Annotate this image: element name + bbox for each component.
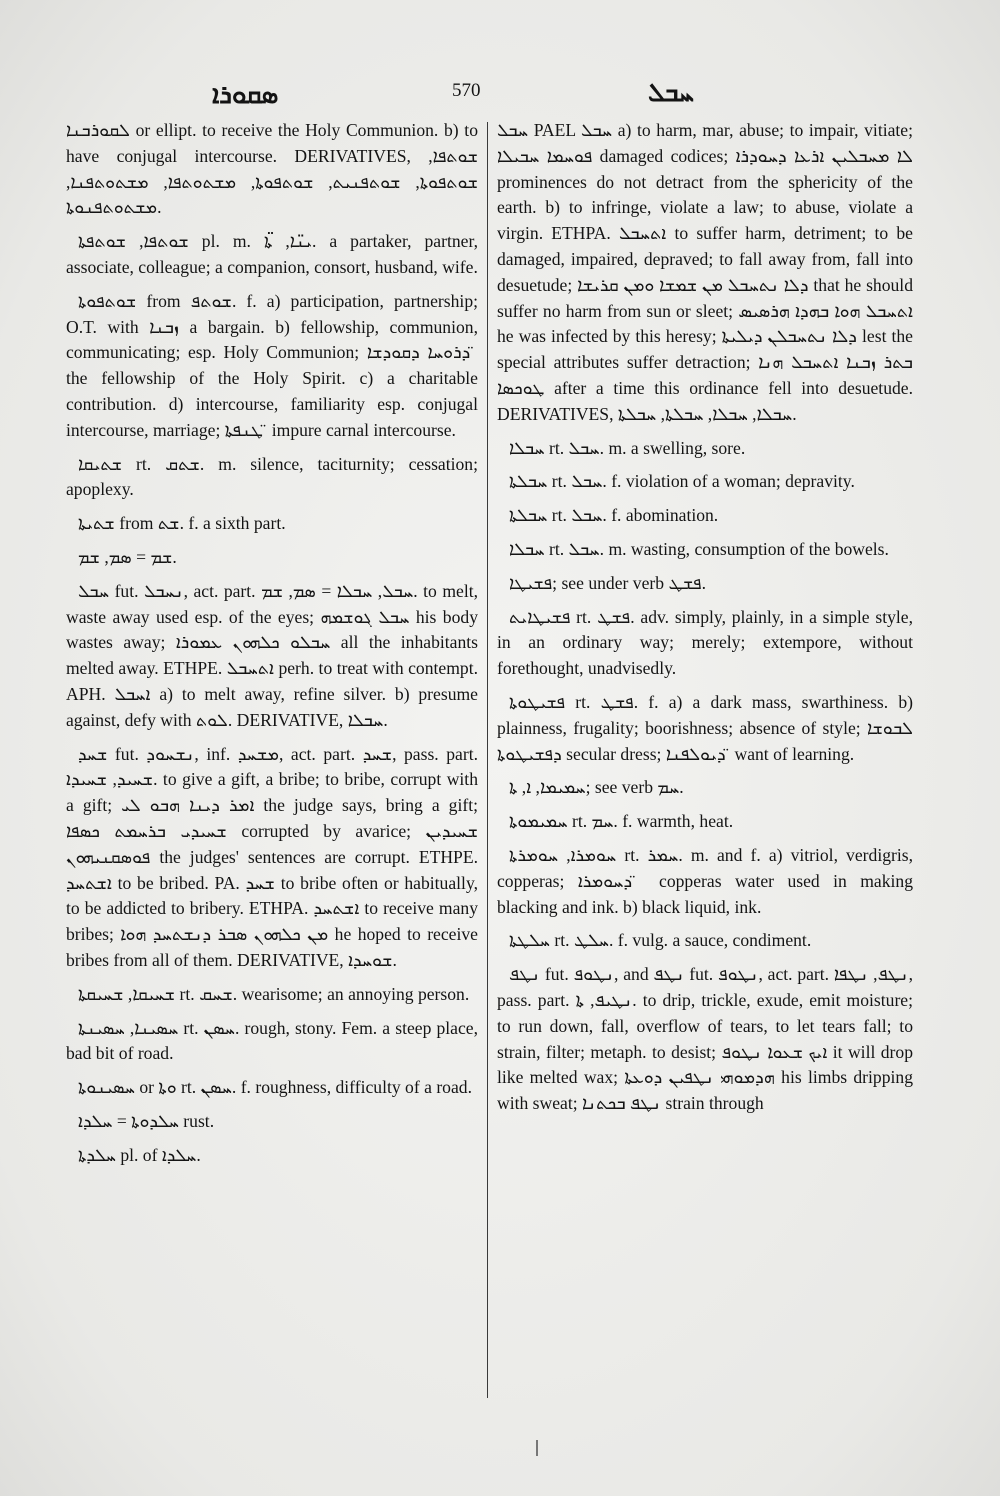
dictionary-entry: ܫܬܝܬܐ from ܫܬ. f. a sixth part. <box>78 513 286 534</box>
dictionary-entry: ܠܩܘܪܒܢܐ or ellipt. to receive the Holy Communion. b) to have conjugal intercourse. DERIVATIVES, ܫܘܬܦܐ, ܫܘܬܦܘܬܐ, ܫܘܬܦܢܝܬ, ܫܘܬܦܘܬܐ, ܡܫܬܘܬܦܐ, ܡܫܬܘܬܦܢܐ, ܡܫܬܘܬܦܢܘܬܐ. <box>66 120 478 218</box>
dictionary-entry: ܚܒܠ fut. ܢܚܒܠ, act. part. ܚܒܠ, ܚܒܠܐ = ܣܡ, ܫܡ. to melt, waste away used esp. of the eyes; ܚܒܠ ܓܘܫܡܗ his body wastes away; ܚܒܠܘ ܟܠܗܘܢ ܥܡܘܪܐ all the inhabitants melted away. ETHPE. ܐܬܚܒܠ perh. to treat with contempt. APH. ܐܚܒܠ a) to melt away, refine silver. b) presume against, defy with ܠܘܬ. DERIVATIVE, ܚܒܠܐ. <box>66 580 478 730</box>
dictionary-entry: ܚܣܝܢܘܬܐ or ܘܬܐ rt. ܚܣܢ. f. roughness, difficulty of a road. <box>78 1077 472 1098</box>
page-header <box>0 78 1000 118</box>
right-column <box>497 118 913 1125</box>
dictionary-entry: ܦܫܝܛܘܬܐ rt. ܦܫܛ. f. a) a dark mass, swarthiness. b) plainness, frugality; boorishness; absence of style; ܠܒܘܫܐ ܕܦܫܝܛܘܬܐ secular dress; ܕܝܘܠܦܢܐ ̈ want of learning. <box>497 691 913 764</box>
page-number: 570 <box>452 80 481 101</box>
page-mark <box>536 1440 538 1456</box>
dictionary-entry: ܚܒܠܐ rt. ܚܒܠ. m. a swelling, sore. <box>509 437 746 458</box>
dictionary-entry: ܚܡܝܡܘܬܐ rt. ܚܡ. f. warmth, heat. <box>509 811 734 832</box>
running-head-right: ܚܒܠ <box>648 78 694 108</box>
dictionary-entry: ܚܒܠ PAEL ܚܒܠ a) to harm, mar, abuse; to impair, vitiate; ܦܘܚܡܐ ܚܒܝܠܐ damaged codices; ܠܐ ܡܚܒܠܝܢ ܐܪܥܐ ܕܚܘܕܪܐ prominences do not detract from the sphericity of the earth. b) to infringe, violate a law; to abuse, violate a virgin. ETHPA. ܐܬܚܒܠ to suffer harm, detriment; to be damaged, impaired, depraved; to fall away from, fall into desuetude; ܕܠܐ ܢܬܚܒܠ ܡܢ ܫܡܫܐ ܘܡܢ ܩܪܝܫܐ that he should suffer no harm from sun or sleet; ܐܬܚܒܠ ܗܘܐ ܒܗܕܐ ܗܪܣܝܣ he was infected by this heresy; ܕܠܐ ܢܬܚܒܠܢ ܕܝܠܝܬܐ lest the special attributes suffer detraction; ܒܬܪ ܙܒܢܐ ܐܬܚܒܠ ܗܢܐ ܛܘܟܣܐ after a time this ordinance fell into desuetude. DERIVATIVES, ܚܒܠܐ, ܚܒܠܐ, ܚܒܠܬܐ, ܚܒܠܬܐ. <box>497 120 914 424</box>
dictionary-entry: ܫܘܬܦܐ, ܫܘܬܦܬܐ pl. m. ܝܢ̈ܐ, ܬܐ̈. a partaker, partner, associate, colleague; a companion, consort, husband, wife. <box>66 231 478 277</box>
left-column <box>66 118 478 1176</box>
dictionary-entry: ܚܠܕܬܐ pl. of ܚܠܕܐ. <box>78 1144 201 1165</box>
dictionary-entry: ܚܡܝܡܐ, ܐ, ܬܐ; see verb ܚܡ. <box>509 777 684 798</box>
dictionary-entry: ܦܫܝܛܐ; see under verb ܦܫܛ. <box>509 572 706 593</box>
dictionary-entry: ܚܒܠܐ rt. ܚܒܠ. m. wasting, consumption of the bowels. <box>509 538 889 559</box>
column-divider <box>487 122 488 1398</box>
dictionary-entry: ܫܡ = ܣܡ, ܫܡ. <box>78 546 177 567</box>
dictionary-entry: ܫܘܬܦܘܬܐ from ܫܘܬܦ. f. a) participation, partnership; O.T. with ܙܒܢܐ a bargain. b) fellowship, communion, communicating; esp. Holy Communion; ܕܪܘܚܐ ܕܩܘܕܫܐ ̈ the fellowship of the Holy Spirit. c) a charitable contribution. d) intercourse, familiarity esp. conjugal intercourse, marriage; ܛܢܦܬܐ ̈ impure carnal intercourse. <box>66 290 479 440</box>
dictionary-entry: ܢܛܦ fut. ܢܛܘܦ, and ܢܛܦ fut. ܢܛܘܦ, act. part. ܢܛܦ, ܢܛܦܐ, pass. part. ܢܛܝܦ, ܬܐ. to drip, trickle, exude, emit moisture; to run down, fall, overflow of tears, to let tears fall; to strain, filter; metaph. to desist; ܐܝܟ ܫܥܘܐ ܢܛܘܦ it will drop like melted wax; ܗܕܡܘܗܝ ܢܛܦܝܢ ܕܘܥܬܐ his limbs dripping with sweat; ܢܛܦ ܒܟܬܢܐ strain through <box>497 964 914 1114</box>
dictionary-entry: ܚܠܛܬܐ rt. ܚܠܛ. f. vulg. a sauce, condiment. <box>509 930 812 951</box>
dictionary-entry: ܫܚܕ fut. ܢܫܚܘܕ, inf. ܡܫܚܕ, act. part. ܫܚܕ, pass. part. ܫܚܝܕ, ܫܚܝܕܐ. to give a gift, a bribe; to bribe, corrupt with a gift; ܐܡܪ ܕܝܢܐ ܗܒܘ ܠܝ the judge says, bring a gift; ܫܚܝܕܝ ܒܪܚܡܬ ܟܣܦܐ corrupted by avarice; ܫܚܝܕܝܢ ܦܘܣܩܢܝܗܘܢ the judges' sentences are corrupt. ETHPE. ܐܫܬܚܕ to be bribed. PA. ܫܚܕ to bribe often or habitually, to be addicted to bribery. ETHPA. ܐܫܬܚܕ to receive many bribes; ܡܢ ܟܠܗܘܢ ܣܒܪ ܕܢܫܬܚܕ ܗܘܐ he hoped to receive bribes from all of them. DERIVATIVE, ܫܘܚܕܐ. <box>66 743 479 970</box>
running-head-left: ܣܩܘܪܐ <box>212 80 279 110</box>
dictionary-entry: ܚܣܝܢܐ, ܚܣܝܢܬܐ rt. ܚܣܢ. rough, stony. Fem. a steep place, bad bit of road. <box>66 1017 478 1064</box>
dictionary-entry: ܫܬܝܩܐ rt. ܫܬܩ. m. silence, taciturnity; cessation; apoplexy. <box>66 453 478 500</box>
dictionary-entry: ܚܠܕܘܬܐ = ܚܠܕܐ rust. <box>78 1110 215 1131</box>
dictionary-entry: ܦܫܝܛܐܝܬ rt. ܦܫܛ. adv. simply, plainly, in a simple style, in an ordinary way; merely; extempore, without forethought, unadvisedly. <box>497 606 913 679</box>
dictionary-entry: ܚܘܡܪܐ, ܚܘܡܪܬܐ rt. ܚܡܪ. m. and f. a) vitriol, verdigris, copperas; ܕܚܘܡܪܐ ̈ copperas water used in making blacking and ink. b) black liquid, ink. <box>497 844 913 917</box>
dictionary-entry: ܫܚܝܩܐ, ܫܚܝܩܬܐ rt. ܫܚܩ. wearisome; an annoying person. <box>78 983 470 1004</box>
dictionary-entry: ܚܒܠܬܐ rt. ܚܒܠ. f. violation of a woman; depravity. <box>509 471 855 492</box>
dictionary-entry: ܚܒܠܬܐ rt. ܚܒܠ. f. abomination. <box>509 505 719 526</box>
